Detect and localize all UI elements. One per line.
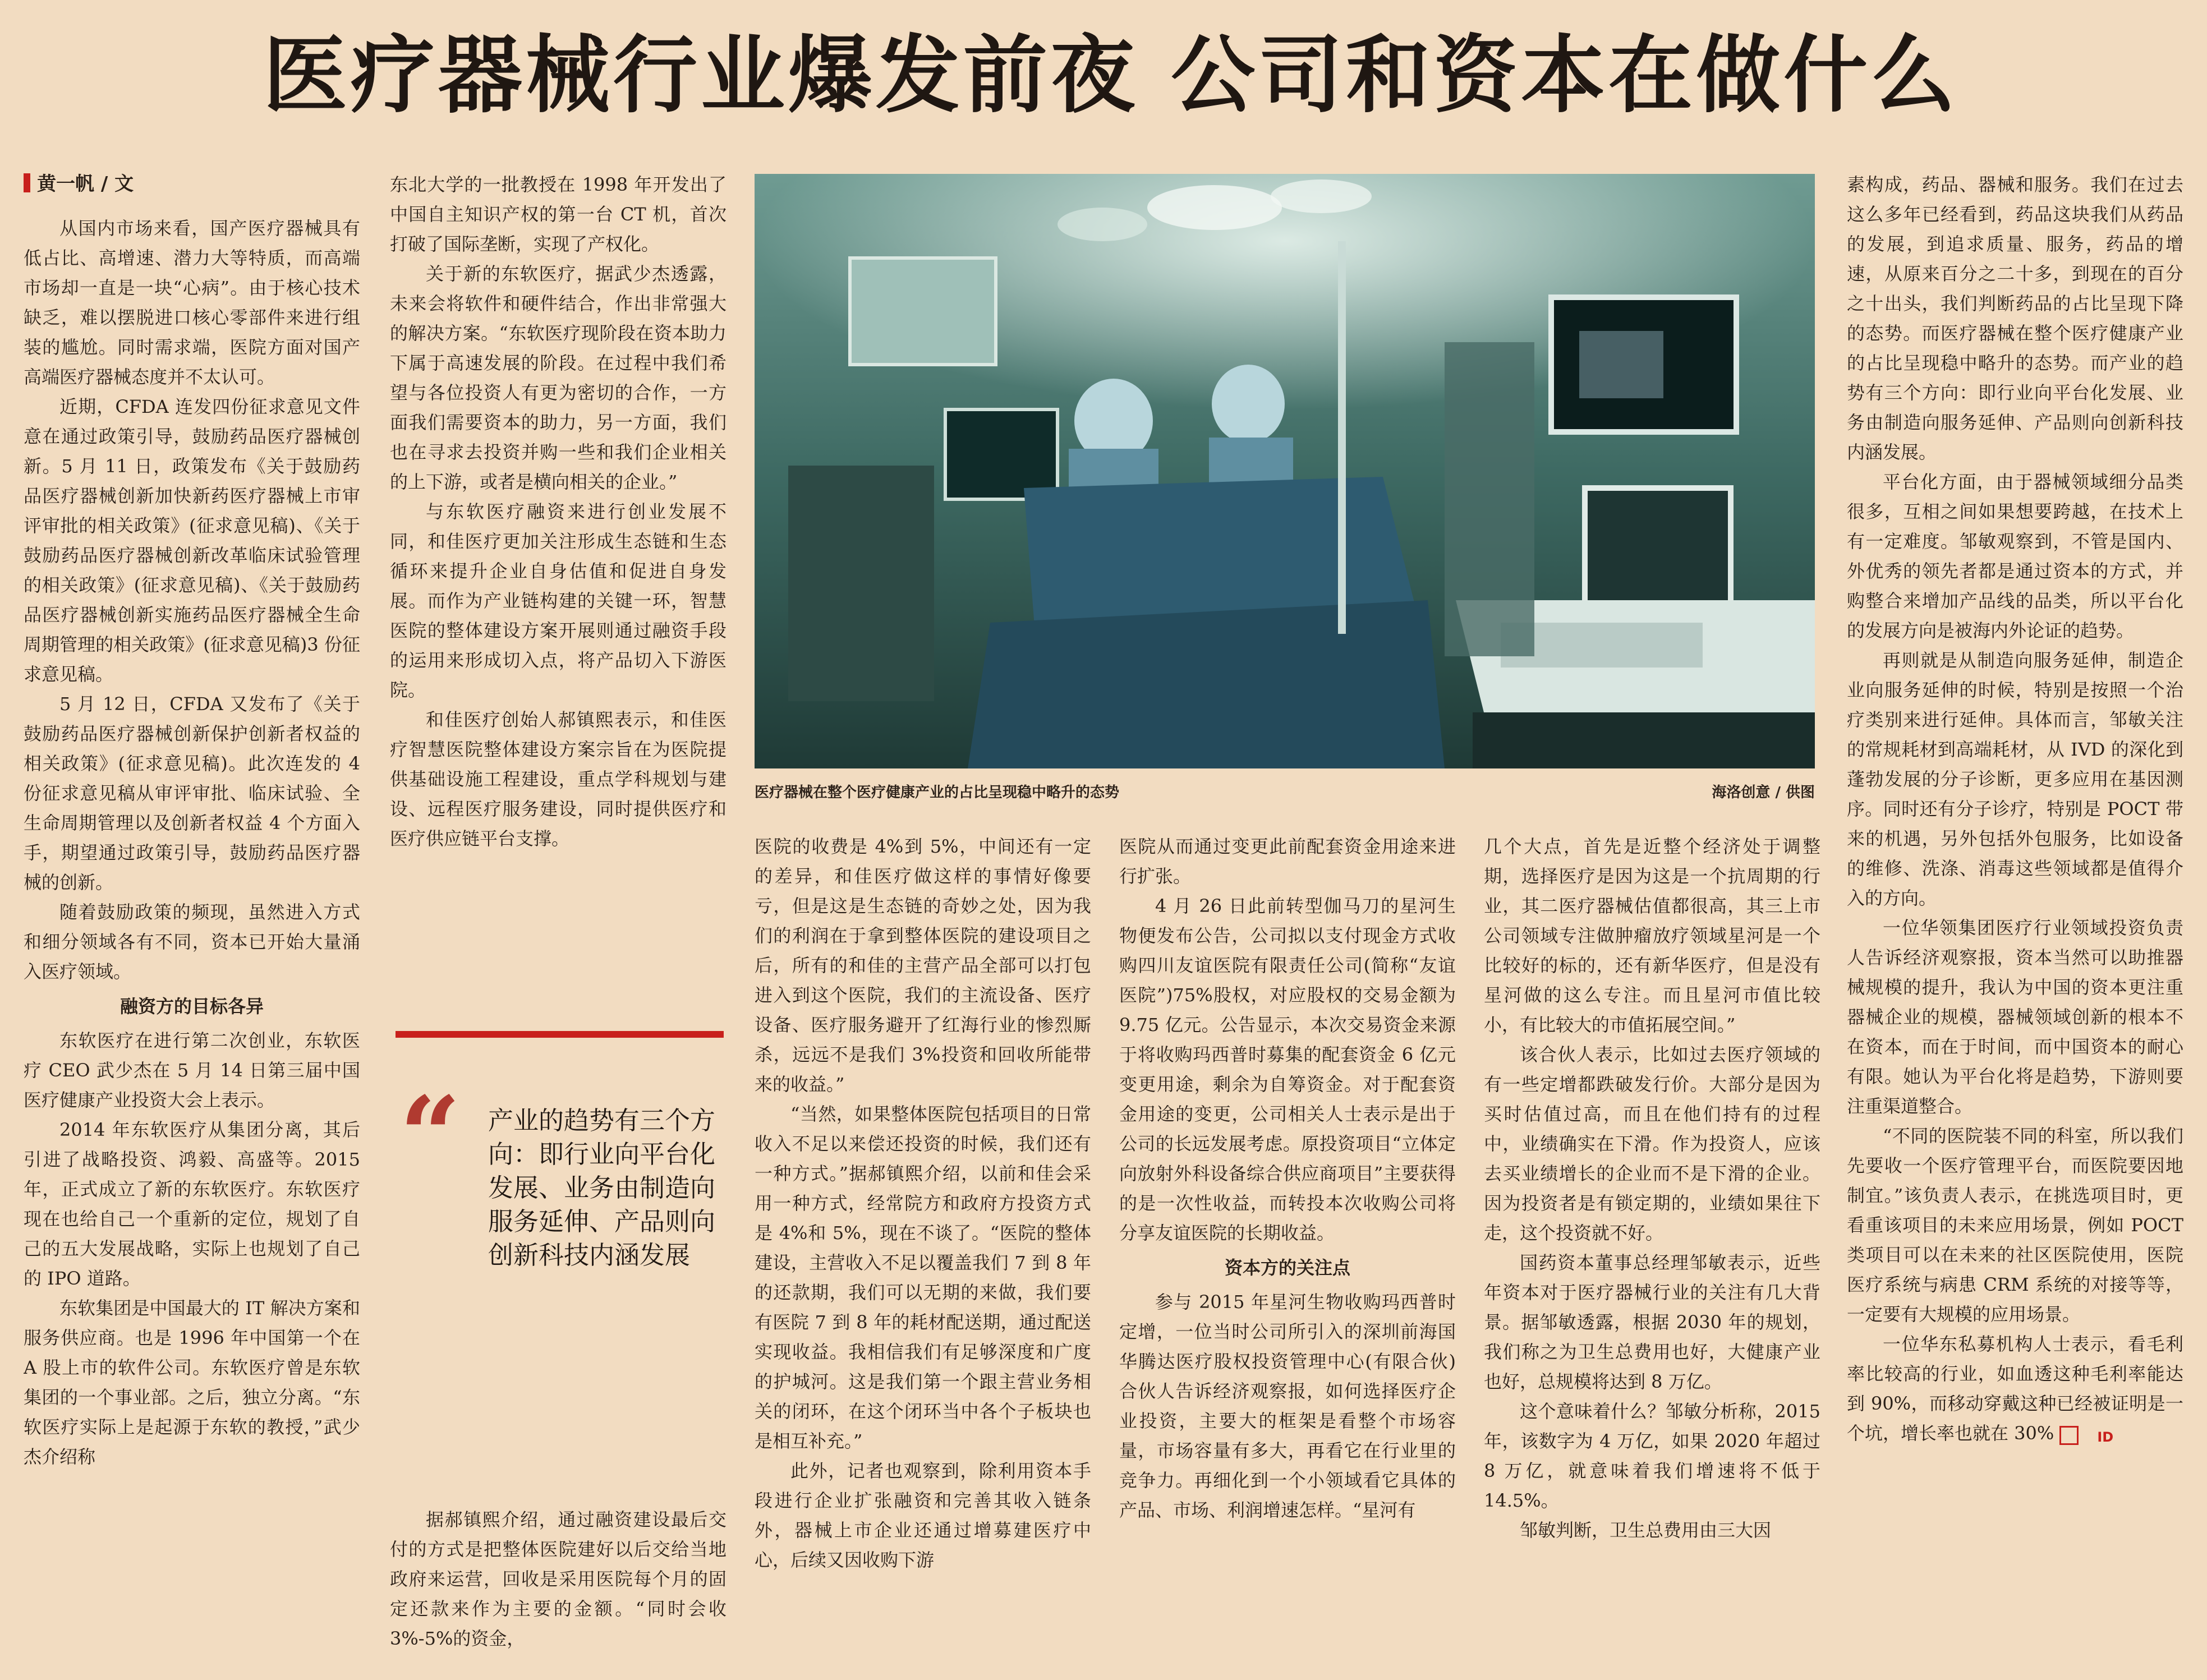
paragraph-text: 一位华东私募机构人士表示，看毛利率比较高的行业，如血透这种毛利率能达到 90%，而移动穿戴这种已经被证明是一个坑，增长率也就在 30%: [1847, 1333, 2183, 1444]
paragraph: 和佳医疗创始人郝镇熙表示，和佳医疗智慧医院整体建设方案宗旨在为医院提供基础设施工程建设，重点学科规划与建设、远程医疗服务建设，同时提供医疗和医疗供应链平台支撑。: [390, 709, 727, 849]
paragraph: “不同的医院装不同的科室，所以我们先要收一个医疗管理平台，而医院要因地制宜。”该负责人表示，在挑选项目时，更看重该项目的未来应用场景，例如 POCT 类项目可以在未来的社区医院使用，医院医疗系统与病患 CRM 系统的对接等等，一定要有大规模的应用场景。: [1847, 1125, 2183, 1325]
article-column-6: [1847, 170, 2183, 1662]
paragraph: “当然，如果整体医院包括项目的日常收入不足以来偿还投资的时候，我们还有一种方式。”据郝镇熙介绍，以前和佳会采用一种方式，经常院方和政府方投资方式是 4%和 5%，现在不谈了。“医院的整体建设，主营收入不足以覆盖我们 7 到 8 年的还款期，我们可以无期的来做，我们要有医院 7 到 8 年的耗材配送期，通过配送实现收益。我相信我们有足够深度和广度的护城河。这是我们第一个跟主营业务相关的闭环，在这个闭环当中各个子板块也是相互补充。”: [755, 1103, 1091, 1452]
paragraph: 再则就是从制造向服务延伸，制造企业向服务延伸的时候，特别是按照一个治疗类别来进行延伸。具体而言，邹敏关注的常规耗材到高端耗材，从 IVD 的深化到蓬勃发展的分子诊断，更多应用在基因测序。同时还有分子诊疗，特别是 POCT 带来的机遇，另外包括外包服务，比如设备的维修、洗涤、消毒这些领域都是值得介入的方向。: [1847, 650, 2183, 909]
paragraph: 医院从而通过变更此前配套资金用途来进行扩张。: [1119, 836, 1456, 887]
paragraph: 4 月 26 日此前转型伽马刀的星河生物便发布公告，公司拟以支付现金方式收购四川友谊医院有限责任公司(简称“友谊医院”)75%股权，对应股权的交易金额为 9.75 亿元。公告显示，本次交易资金来源于将收购玛西普时募集的配套资金 6 亿元变更用途，剩余为自筹资金。对于配套资金用途的变更，公司相关人士表示是出于公司的长远发展考虑。原投资项目“立体定向放射外科设备综合供应商项目”主要获得的是一次性收益，而转投本次收购公司将分享友谊医院的长期收益。: [1119, 895, 1456, 1244]
pullquote-rule: [396, 1031, 724, 1038]
end-mark-icon: ID: [2059, 1426, 2079, 1445]
paragraph: 几个大点，首先是近整个经济处于调整期，选择医疗是因为这是一个抗周期的行业，其二医疗器械估值都很高，其三上市公司领域专注做肿瘤放疗领域星河是一个比较好的标的，还有新华医疗，但是没有星河做的这么专注。而且星河市值比较小，有比较大的市值拓展空间。”: [1484, 836, 1820, 1035]
photo-credit: 海洛创意 / 供图: [1712, 784, 1815, 801]
paragraph: [1847, 1329, 2183, 1448]
byline-text: 黄一帆 / 文: [37, 173, 134, 195]
article-column-1: [24, 170, 360, 1662]
paragraph: 参与 2015 年星河生物收购玛西普时定增，一位当时公司所引入的深圳前海国华腾达医疗股权投资管理中心(有限合伙)合伙人告诉经济观察报，如何选择医疗企业投资，主要大的框架是看整个市场容量，市场容量有多大，再看它在行业里的竞争力。再细化到一个小领域看它具体的产品、市场、利润增速怎样。“星河有: [1119, 1291, 1456, 1521]
paragraph: 平台化方面，由于器械领域细分品类很多，互相之间如果想要跨越，在技术上有一定难度。邹敏观察到，不管是国内、外优秀的领先者都是通过资本的方式，并购整合来增加产品线的品类，所以平台化的发展方向是被海内外论证的趋势。: [1847, 471, 2183, 641]
paragraph: 据郝镇熙介绍，通过融资建设最后交付的方式是把整体医院建好以后交给当地政府来运营，回收是采用医院每个月的固定还款来作为主要的金额。“同时会收 3%-5%的资金，: [390, 1509, 727, 1649]
article-column-5: [1484, 832, 1820, 1662]
paragraph: 素构成，药品、器械和服务。我们在过去这么多年已经看到，药品这块我们从药品的发展，到追求质量、服务，药品的增速，从原来百分之二十多，到现在的百分之十出头，我们判断药品的占比呈现下降的态势。而医疗器械在整个医疗健康产业的占比呈现稳中略升的态势。而产业的趋势有三个方向：即行业向平台化发展、业务由制造向服务延伸、产品则向创新科技内涵发展。: [1847, 174, 2183, 463]
article-column-2-bottom: [390, 1505, 727, 1662]
paragraph: 此外，记者也观察到，除利用资本手段进行企业扩张融资和完善其收入链条外，器械上市企业还通过增募建医疗中心，后续又因收购下游: [755, 1460, 1091, 1571]
quote-icon: “: [399, 1073, 461, 1198]
operating-room-photo: [755, 174, 1815, 768]
section-heading: 融资方的目标各异: [119, 996, 264, 1017]
paragraph: 东软集团是中国最大的 IT 解决方案和服务供应商。也是 1996 年中国第一个在 A 股上市的软件公司。东软医疗曾是东软集团的一个事业部。之后，独立分离。“东软医疗实际上是起源于东软的教授，”武少杰介绍称: [24, 1297, 360, 1467]
paragraph: 从国内市场来看，国产医疗器械具有低占比、高增速、潜力大等特质，而高端市场却一直是一块“心病”。由于核心技术缺乏，难以摆脱进口核心零部件来进行组装的尴尬。同时需求端，医院方面对国产高端医疗器械态度并不太认可。: [24, 218, 360, 388]
paragraph: 东北大学的一批教授在 1998 年开发出了中国自主知识产权的第一台 CT 机，首次打破了国际垄断，实现了产权化。: [390, 174, 727, 255]
paragraph: 5 月 12 日，CFDA 又发布了《关于鼓励药品医疗器械创新保护创新者权益的相关政策》(征求意见稿)。此次连发的 4 份征求意见稿从审评审批、临床试验、全生命周期管理以及创新者权益 4 个方面入手，期望通过政策引导，鼓励药品医疗器械的创新。: [24, 693, 360, 893]
paragraph: 2014 年东软医疗从集团分离，其后引进了战略投资、鸿毅、高盛等。2015 年，正式成立了新的东软医疗。东软医疗现在也给自己一个重新的定位，规划了自己的五大发展战略，实际上也规划了自己的 IPO 道路。: [24, 1119, 360, 1289]
caption-text: 医疗器械在整个医疗健康产业的占比呈现稳中略升的态势: [755, 784, 1120, 801]
paragraph: 邹敏判断，卫生总费用由三大因: [1520, 1520, 1772, 1541]
paragraph: 医院的收费是 4%到 5%，中间还有一定的差异，和佳医疗做这样的事情好像要亏，但是这是生态链的奇妙之处，因为我们的利润在于拿到整体医院的建设项目之后，所有的和佳的主营产品全部可以打包进入到这个医院，我们的主流设备、医疗设备、医疗服务避开了红海行业的惨烈厮杀，远远不是我们 3%投资和回收所能带来的收益。”: [755, 836, 1091, 1095]
byline: [24, 170, 360, 198]
paragraph: 近期，CFDA 连发四份征求意见文件意在通过政策引导，鼓励药品医疗器械创新。5 月 11 日，政策发布《关于鼓励药品医疗器械创新加快新药医疗器械上市审评审批的相关政策》(征求意见稿)、《关于鼓励药品医疗器械创新改革临床试验管理的相关政策》(征求意见稿)、《关于鼓励药品医疗器械创新实施药品医疗器械全生命周期管理的相关政策》(征求意见稿)3 份征求意见稿。: [24, 396, 360, 685]
section-heading: 资本方的关注点: [1224, 1257, 1350, 1278]
article-column-4: [1119, 832, 1456, 1662]
byline-marker: [24, 173, 30, 192]
photo-caption: [755, 779, 1815, 807]
headline: 医疗器械行业爆发前夜 公司和资本在做什么: [263, 27, 1959, 125]
photo-illustration: [755, 174, 1815, 768]
paragraph: 东软医疗在进行第二次创业，东软医疗 CEO 武少杰在 5 月 14 日第三届中国医疗健康产业投资大会上表示。: [24, 1030, 360, 1111]
pullquote: 产业的趋势有三个方向：即行业向平台化发展、业务由制造向服务延伸、产品则向创新科技内涵发展: [488, 1106, 716, 1270]
article-column-3: [755, 832, 1091, 1662]
paragraph: 一位华领集团医疗行业领域投资负责人告诉经济观察报，资本当然可以助推器械规模的提升，我认为中国的资本更注重器械企业的规模，器械领域创新的根本不在资本，而在于时间，而中国资本的耐心有限。她认为平台化将是趋势，下游则要注重渠道整合。: [1847, 917, 2183, 1117]
paragraph: 国药资本董事总经理邹敏表示，近些年资本对于医疗器械行业的关注有几大背景。据邹敏透露，根据 2030 年的规划，我们称之为卫生总费用也好，大健康产业也好，总规模将达到 8 万亿。: [1484, 1252, 1820, 1392]
paragraph: 随着鼓励政策的频现，虽然进入方式和细分领域各有不同，资本已开始大量涌入医疗领域。: [24, 901, 360, 982]
paragraph: 这个意味着什么？邹敏分析称，2015 年，该数字为 4 万亿，如果 2020 年超过 8 万亿，就意味着我们增速将不低于 14.5%。: [1484, 1401, 1820, 1511]
article-column-2: [390, 170, 727, 972]
paragraph: 关于新的东软医疗，据武少杰透露，未来会将软件和硬件结合，作出非常强大的解决方案。“东软医疗现阶段在资本助力下属于高速发展的阶段。在过程中我们希望与各位投资人有更为密切的合作，一方面我们需要资本的助力，另一方面，我们也在寻求去投资并购一些和我们企业相关的上下游，或者是横向相关的企业。”: [390, 263, 727, 493]
paragraph: 与东软医疗融资来进行创业发展不同，和佳医疗更加关注形成生态链和生态循环来提升企业自身估值和促进自身发展。而作为产业链构建的关键一环，智慧医院的整体建设方案开展则通过融资手段的运用来形成切入点，将产品切入下游医院。: [390, 501, 727, 701]
paragraph: 该合伙人表示，比如过去医疗领域的有一些定增都跌破发行价。大部分是因为买时估值过高，而且在他们持有的过程中，业绩确实在下滑。作为投资人，应该去买业绩增长的企业而不是下滑的企业。因为投资者是有锁定期的，业绩如果往下走，这个投资就不好。: [1484, 1044, 1820, 1244]
